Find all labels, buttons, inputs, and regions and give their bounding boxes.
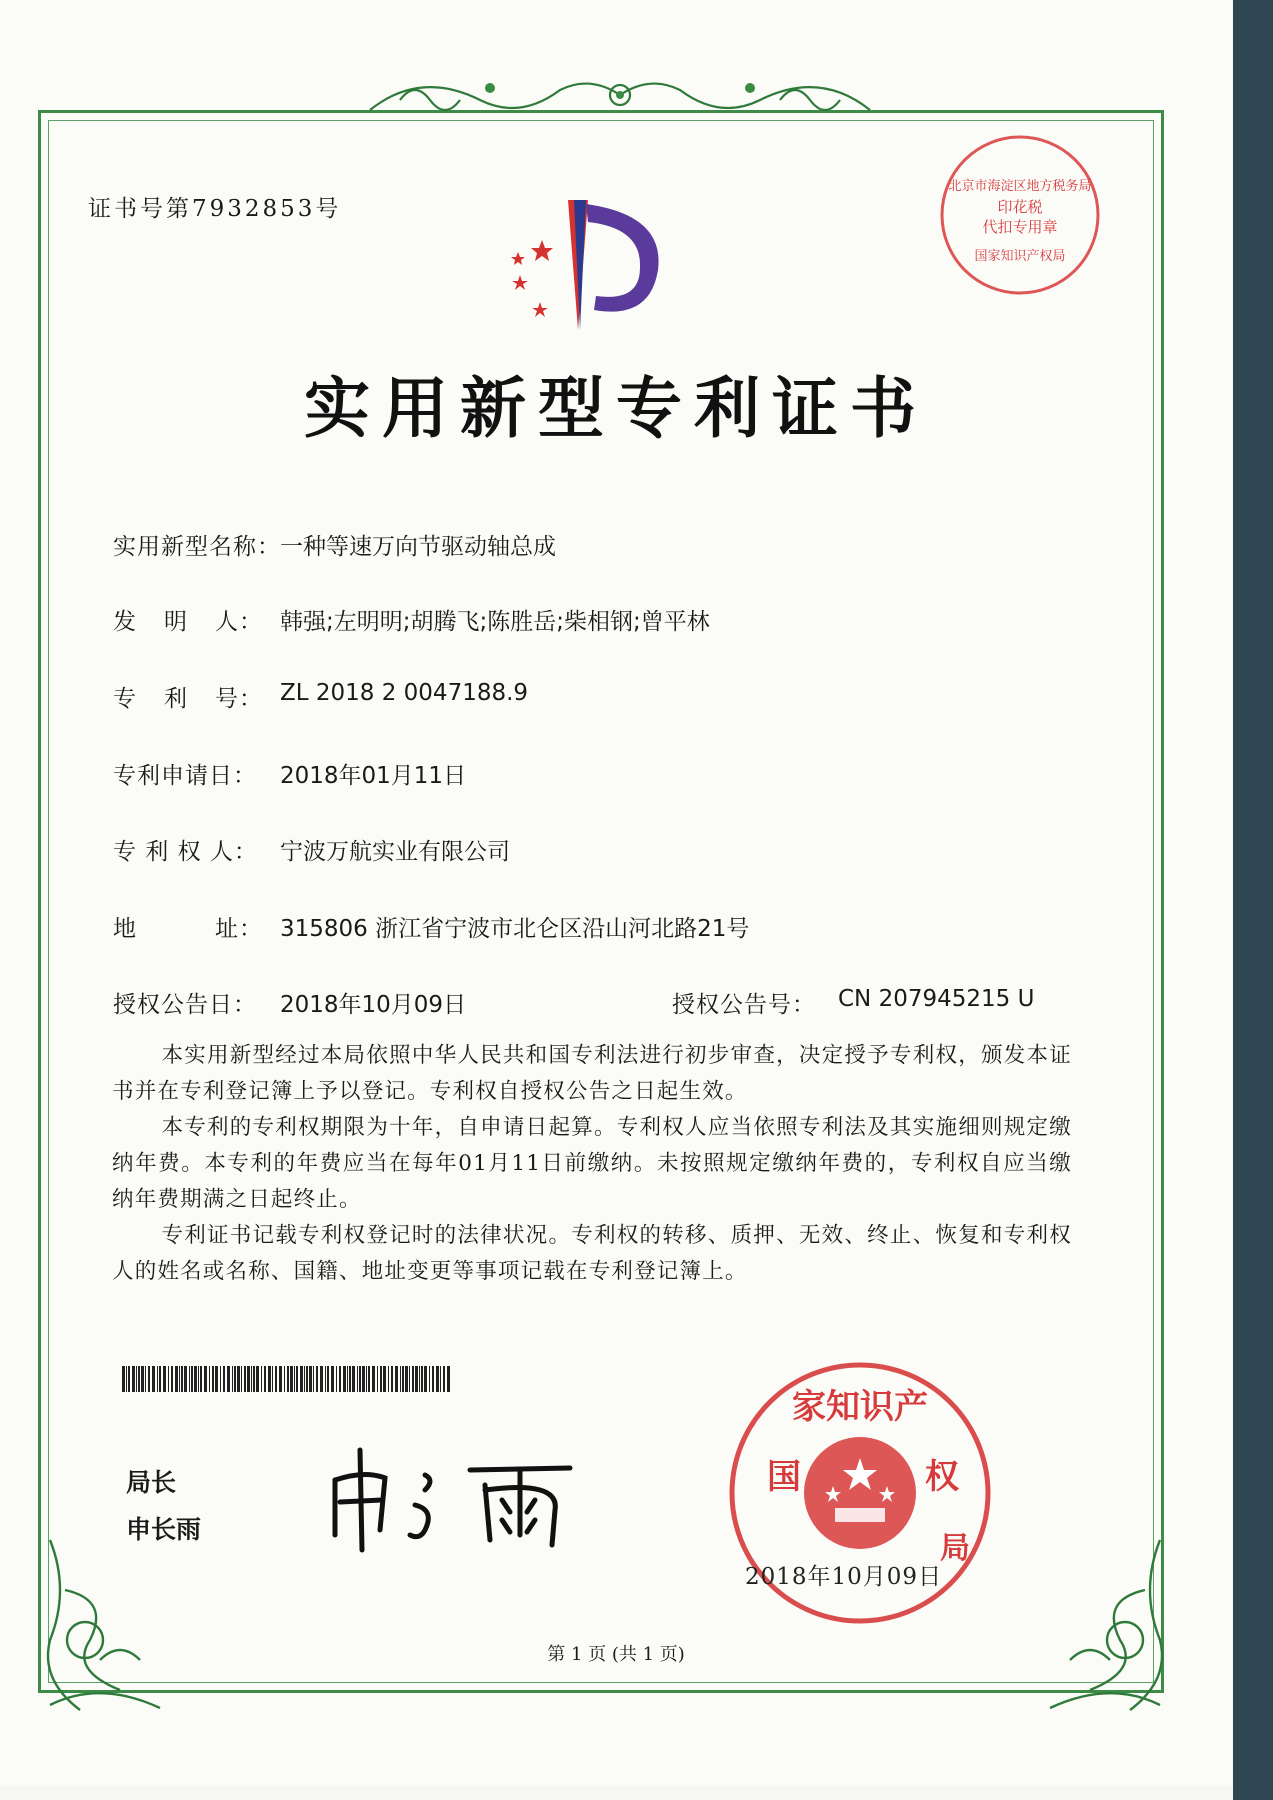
patent-number-label-char: 号：: [215, 686, 263, 712]
patentee-label: 专 利 权 人：: [113, 839, 258, 865]
director-name: 申长雨: [126, 1515, 202, 1544]
grant-date-value: 2018年10月09日: [280, 992, 467, 1018]
certificate-number: 证书号第7932853号: [88, 196, 342, 222]
svg-text:代扣专用章: 代扣专用章: [982, 218, 1058, 236]
director-title: 局长: [126, 1468, 177, 1497]
svg-text:国家知识产权局: 国家知识产权局: [974, 249, 1066, 264]
filing-date-label: 专利申请日：: [113, 763, 257, 789]
grant-number-value: CN 207945215 U: [838, 986, 1035, 1012]
utility-model-name-value: 一种等速万向节驱动轴总成: [280, 534, 556, 560]
tax-stamp-seal: [935, 130, 1105, 300]
inventor-label: [113, 603, 263, 636]
svg-text:北京市海淀区地方税务局: 北京市海淀区地方税务局: [948, 179, 1092, 194]
address-label-char: 址：: [215, 916, 263, 942]
certificate-body: [112, 1038, 1072, 1290]
patentee-value: 宁波万航实业有限公司: [280, 839, 510, 865]
patent-number-label-char: 利: [164, 686, 188, 712]
top-ornament-icon: [360, 70, 880, 130]
inventor-value: 韩强;左明明;胡腾飞;陈胜岳;柴相钢;曾平林: [280, 609, 710, 635]
bottom-left-ornament-icon: [30, 1530, 180, 1720]
grant-number-label: 授权公告号：: [672, 992, 816, 1018]
scanner-edge-strip: [1233, 0, 1273, 1800]
svg-text:印花税: 印花税: [997, 198, 1043, 216]
inventor-label-char: 明: [164, 609, 188, 635]
patent-number-label: [113, 680, 263, 713]
body-paragraph: 本实用新型经过本局依照中华人民共和国专利法进行初步审查，决定授予专利权，颁发本证书并在专利登记簿上予以登记。专利权自授权公告之日起生效。: [112, 1043, 1072, 1104]
body-paragraph: 本专利的专利权期限为十年，自申请日起算。专利权人应当依照专利法及其实施细则规定缴纳年费。本专利的年费应当在每年01月11日前缴纳。未按照规定缴纳年费的，专利权自应当缴纳年费期满之日起终止。: [112, 1115, 1072, 1212]
seal-date: 2018年10月09日: [745, 1564, 943, 1590]
barcode-icon: [122, 1366, 452, 1392]
address-label: [113, 910, 263, 943]
svg-text:国: 国: [767, 1457, 801, 1497]
director-signature: [320, 1440, 610, 1560]
body-paragraph: 专利证书记载专利权登记时的法律状况。专利权的转移、质押、无效、终止、恢复和专利权人的姓名或名称、国籍、地址变更等事项记载在专利登记簿上。: [112, 1223, 1072, 1284]
svg-text:权: 权: [925, 1457, 959, 1497]
bottom-right-ornament-icon: [1030, 1530, 1180, 1720]
inventor-label-char: 发: [113, 609, 137, 635]
svg-text:局: 局: [940, 1531, 970, 1566]
patent-number-label-char: 专: [113, 686, 137, 712]
address-value: 315806 浙江省宁波市北仑区沿山河北路21号: [280, 916, 750, 942]
inventor-label-char: 人：: [215, 609, 263, 635]
filing-date-value: 2018年01月11日: [280, 763, 467, 789]
patent-number-value: ZL 2018 2 0047188.9: [280, 680, 529, 706]
address-label-char: 地: [113, 916, 137, 942]
grant-date-label: 授权公告日：: [113, 992, 257, 1018]
page-footer: 第 1 页 (共 1 页): [547, 1644, 685, 1665]
certificate-title: 实用新型专利证书: [304, 369, 928, 447]
patent-office-logo-icon: [490, 190, 690, 350]
svg-text:家知识产: 家知识产: [792, 1387, 928, 1427]
utility-model-name-label: 实用新型名称：: [113, 534, 281, 560]
